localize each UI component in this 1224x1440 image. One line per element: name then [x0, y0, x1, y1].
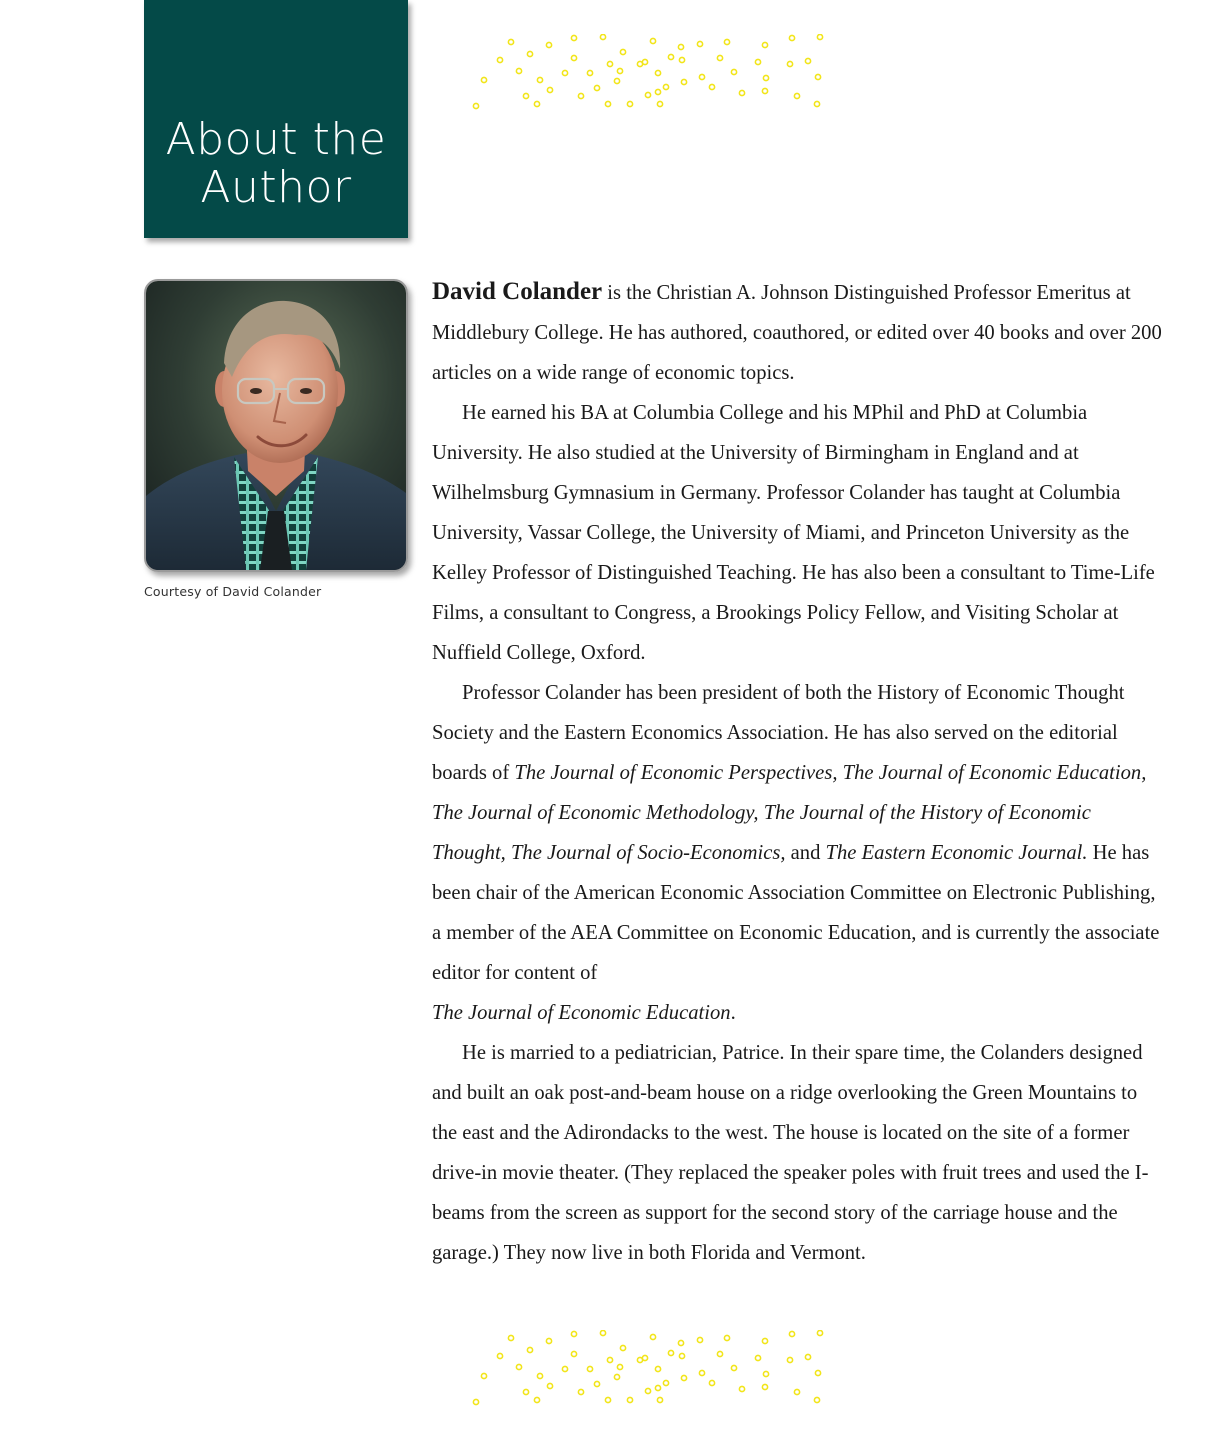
bio-p1-text: is the Christian A. Johnson Distinguished Professor Emeritus at Middlebury College. He has authored, coauthored, or edited over 40 books and over 200 articles on a wide range of economic topics.: [432, 282, 1162, 384]
decorative-dot: [537, 77, 542, 82]
decorative-dot: [516, 68, 521, 73]
decorative-dot: [627, 101, 632, 106]
decorative-dot: [481, 1373, 486, 1378]
decorative-dot: [815, 74, 820, 79]
photo-credit: Courtesy of David Colander: [144, 584, 322, 599]
decorative-dot: [657, 1397, 662, 1402]
decorative-dot: [605, 101, 610, 106]
decorative-dot: [497, 1353, 502, 1358]
decorative-dot: [755, 59, 760, 64]
author-photo: [144, 279, 408, 572]
decorative-dots-bottom: [470, 1330, 826, 1406]
decorative-dot: [523, 93, 528, 98]
decorative-dot: [699, 1370, 704, 1375]
decorative-dot: [614, 1374, 619, 1379]
decorative-dot: [724, 39, 729, 44]
decorative-dot: [534, 101, 539, 106]
bio-p3-text-d: .: [730, 1002, 736, 1024]
decorative-dot: [578, 1389, 583, 1394]
decorative-dot: [620, 1345, 625, 1350]
bio-paragraph-3: [432, 673, 1162, 1033]
decorative-dot: [762, 1338, 767, 1343]
decorative-dot: [473, 103, 478, 108]
decorative-dot: [815, 1370, 820, 1375]
decorative-dot: [617, 68, 622, 73]
decorative-dot: [587, 70, 592, 75]
author-bio: [432, 272, 1162, 1273]
decorative-dot: [763, 1371, 768, 1376]
decorative-dot: [668, 54, 673, 59]
decorative-dot: [587, 1366, 592, 1371]
decorative-dot: [739, 90, 744, 95]
decorative-dot: [645, 92, 650, 97]
decorative-dot: [709, 84, 714, 89]
decorative-dot: [681, 1375, 686, 1380]
decorative-dot: [805, 1354, 810, 1359]
decorative-dot: [657, 101, 662, 106]
section-header: [144, 0, 408, 238]
decorative-dot: [717, 55, 722, 60]
decorative-dot: [650, 38, 655, 43]
decorative-dot: [655, 70, 660, 75]
decorative-dot: [571, 55, 576, 60]
decorative-dot: [537, 1373, 542, 1378]
journal-economic-education: The Journal of Economic Education: [432, 1002, 731, 1024]
decorative-dot: [607, 61, 612, 66]
decorative-dot: [594, 85, 599, 90]
decorative-dot: [763, 75, 768, 80]
decorative-dot: [787, 1357, 792, 1362]
decorative-dot: [627, 1397, 632, 1402]
decorative-dot: [508, 39, 513, 44]
decorative-dot: [614, 78, 619, 83]
decorative-dot: [620, 49, 625, 54]
decorative-dot: [481, 77, 486, 82]
decorative-dot: [642, 59, 647, 64]
decorative-dot: [547, 1383, 552, 1388]
decorative-dot: [546, 42, 551, 47]
decorative-dot: [562, 70, 567, 75]
decorative-dot: [697, 1337, 702, 1342]
decorative-dot: [731, 1365, 736, 1370]
decorative-dot: [817, 1330, 822, 1335]
decorative-dot: [534, 1397, 539, 1402]
decorative-dot: [607, 1357, 612, 1362]
decorative-dot: [562, 1366, 567, 1371]
decorative-dots-top: [470, 34, 826, 110]
decorative-dot: [787, 61, 792, 66]
page-title-line-1: About the: [165, 114, 387, 165]
decorative-dot: [655, 1366, 660, 1371]
decorative-dot: [794, 1389, 799, 1394]
decorative-dot: [473, 1399, 478, 1404]
decorative-dot: [547, 87, 552, 92]
decorative-dot: [724, 1335, 729, 1340]
decorative-dot: [817, 34, 822, 39]
decorative-dot: [663, 84, 668, 89]
decorative-dot: [527, 1347, 532, 1352]
decorative-dot: [571, 1331, 576, 1336]
decorative-dot: [717, 1351, 722, 1356]
decorative-dot: [527, 51, 532, 56]
decorative-dot: [762, 1384, 767, 1389]
decorative-dot: [678, 44, 683, 49]
decorative-dot: [594, 1381, 599, 1386]
bio-paragraph-1: [432, 272, 1162, 393]
decorative-dot: [755, 1355, 760, 1360]
decorative-dot: [578, 93, 583, 98]
decorative-dot: [655, 1385, 660, 1390]
decorative-dot: [663, 1380, 668, 1385]
decorative-dot: [731, 69, 736, 74]
decorative-dot: [668, 1350, 673, 1355]
bio-paragraph-4: He is married to a pediatrician, Patrice. In their spare time, the Colanders designed and built an oak post-and-beam house on a ridge overlooking the Green Mountains to the east and the Adirondacks to the west. The house is located on the site of a former drive-in movie theater. (They replaced the speaker poles with fruit trees and used the I-beams from the screen as support for the second story of the carriage house and the garage.) They now live in both Florida and Vermont.: [432, 1042, 1149, 1264]
decorative-dot: [571, 35, 576, 40]
bio-p3-text-a: Professor Colander has been president of both the History of Economic Thought Society and the Eastern Economics Association. He has also served on the editorial boards of: [432, 682, 1125, 784]
journal-list: The Journal of Economic Perspectives, The Journal of Economic Education, The Journal of Economic Methodology, The Journal of the History of Economic Thought, The Journal of Socio-Economics,: [432, 762, 1147, 864]
decorative-dot: [645, 1388, 650, 1393]
bio-paragraph-2: He earned his BA at Columbia College and his MPhil and PhD at Columbia University. He also studied at the University of Birmingham in England and at Wilhelmsburg Gymnasium in Germany. Professor Colander has taught at Columbia University, Vassar College, the University of Miami, and Princeton University as the Kelley Professor of Distinguished Teaching. He has also been a consultant to Time-Life Films, a consultant to Congress, a Brookings Policy Fellow, and Visiting Scholar at Nuffield College, Oxford.: [432, 402, 1155, 664]
decorative-dot: [681, 79, 686, 84]
decorative-dot: [805, 58, 810, 63]
decorative-dot: [546, 1338, 551, 1343]
decorative-dot: [523, 1389, 528, 1394]
decorative-dot: [650, 1334, 655, 1339]
decorative-dot: [617, 1364, 622, 1369]
decorative-dot: [679, 1353, 684, 1358]
decorative-dot: [709, 1380, 714, 1385]
decorative-dot: [508, 1335, 513, 1340]
journal-eastern: The Eastern Economic Journal.: [825, 842, 1088, 864]
decorative-dot: [789, 35, 794, 40]
decorative-dot: [699, 74, 704, 79]
decorative-dot: [642, 1355, 647, 1360]
decorative-dot: [600, 1330, 605, 1335]
decorative-dot: [655, 89, 660, 94]
decorative-dot: [762, 42, 767, 47]
decorative-dot: [814, 1397, 819, 1402]
decorative-dot: [605, 1397, 610, 1402]
page-title-line-2: Author: [200, 162, 352, 213]
decorative-dot: [794, 93, 799, 98]
decorative-dot: [762, 88, 767, 93]
decorative-dot: [516, 1364, 521, 1369]
bio-p3-text-c: He has been chair of the American Economic Association Committee on Electronic Publishing, a member of the AEA Committee on Economic Education, and is currently the associate editor for content of: [432, 842, 1160, 984]
decorative-dot: [600, 34, 605, 39]
decorative-dot: [789, 1331, 794, 1336]
decorative-dot: [697, 41, 702, 46]
decorative-dot: [814, 101, 819, 106]
decorative-dot: [679, 57, 684, 62]
author-name: David Colander: [432, 278, 603, 305]
bio-p3-text-b: and: [785, 842, 826, 864]
page-title: [166, 116, 387, 212]
decorative-dot: [571, 1351, 576, 1356]
decorative-dot: [678, 1340, 683, 1345]
decorative-dot: [497, 57, 502, 62]
decorative-dot: [739, 1386, 744, 1391]
